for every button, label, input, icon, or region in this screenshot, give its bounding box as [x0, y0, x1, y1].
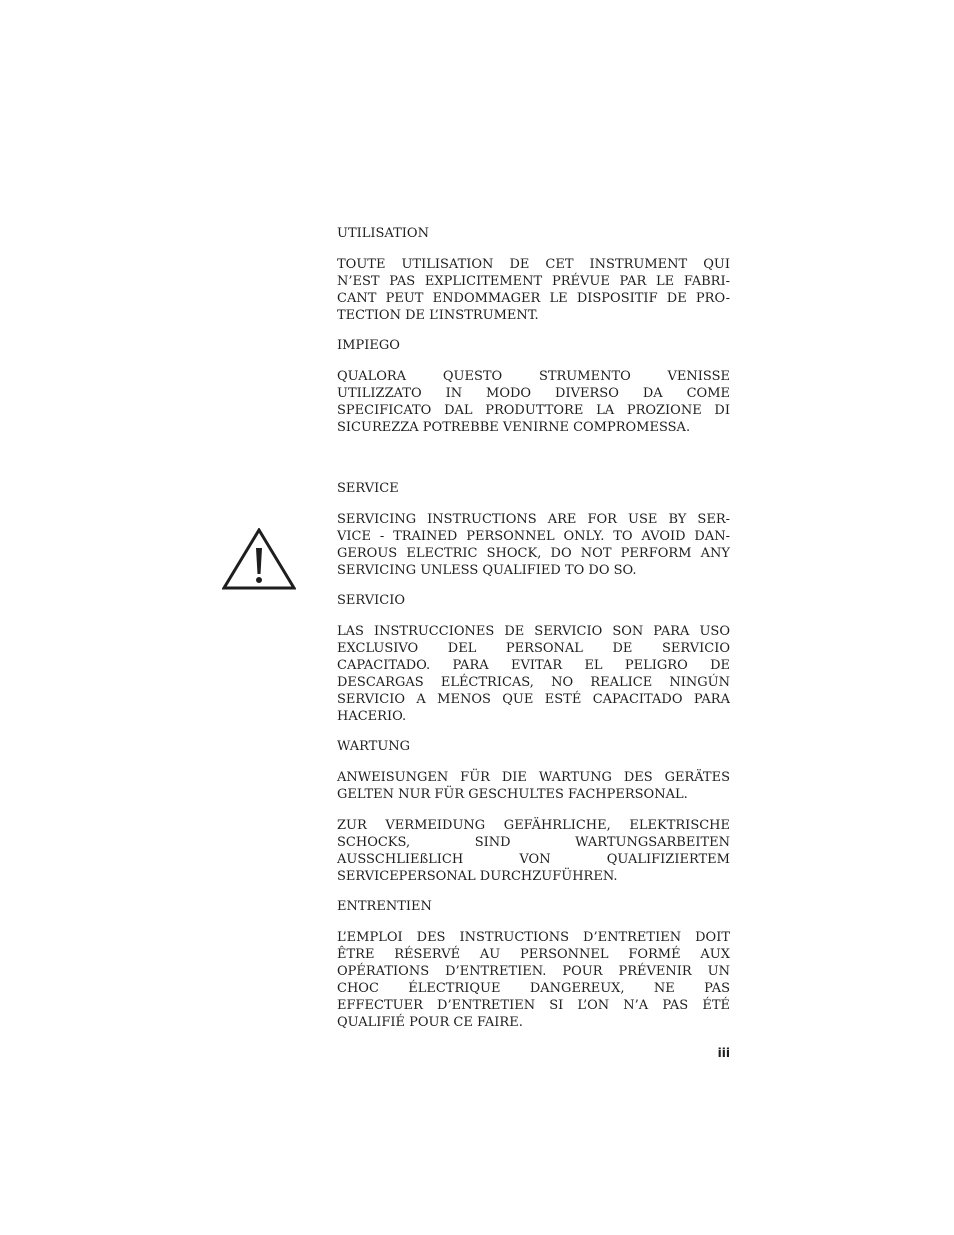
- body-line: GEROUS ELECTRIC SHOCK, DO NOT PERFORM ANY: [337, 546, 730, 561]
- body-line: AUSSCHLIEßLICH VON QUALIFIZIERTEM: [337, 852, 730, 867]
- section-heading: IMPIEGO: [337, 338, 400, 353]
- body-line: TOUTE UTILISATION DE CET INSTRUMENT QUI: [337, 257, 730, 272]
- section-utilisation: [337, 225, 730, 242]
- section-heading: SERVICE: [337, 481, 399, 496]
- body-line: QUALIFIÉ POUR CE FAIRE.: [337, 1015, 523, 1030]
- body-line: N’EST PAS EXPLICITEMENT PRÉVUE PAR LE FABRI-: [337, 274, 730, 289]
- section-heading: WARTUNG: [337, 739, 411, 754]
- body-line: SERVICIO A MENOS QUE ESTÉ CAPACITADO PARA: [337, 692, 730, 707]
- section-servicio: [337, 592, 730, 609]
- body-line: CHOC ÉLECTRIQUE DANGEREUX, NE PAS: [337, 981, 730, 996]
- body-line: ÊTRE RÉSERVÉ AU PERSONNEL FORMÉ AUX: [337, 947, 730, 962]
- section-wartung-body-2: [337, 817, 730, 885]
- section-wartung: [337, 738, 730, 755]
- body-line: VICE - TRAINED PERSONNEL ONLY. TO AVOID DAN-: [337, 529, 730, 544]
- body-line: DESCARGAS ELÉCTRICAS, NO REALICE NINGÚN: [337, 675, 730, 690]
- warning-triangle-icon: [222, 528, 296, 590]
- body-line: SPECIFICATO DAL PRODUTTORE LA PROZIONE DI: [337, 403, 730, 418]
- section-entrentien: [337, 898, 730, 915]
- section-servicio-body: [337, 623, 730, 725]
- body-line: OPÉRATIONS D’ENTRETIEN. POUR PRÉVENIR UN: [337, 964, 730, 979]
- section-heading: ENTRENTIEN: [337, 899, 432, 914]
- section-wartung-body: [337, 769, 730, 803]
- body-line: ZUR VERMEIDUNG GEFÄHRLICHE, ELEKTRISCHE: [337, 818, 730, 833]
- body-line: CAPACITADO. PARA EVITAR EL PELIGRO DE: [337, 658, 730, 673]
- page-number: iii: [717, 1046, 730, 1060]
- body-line: EXCLUSIVO DEL PERSONAL DE SERVICIO: [337, 641, 730, 656]
- section-service-body: [337, 511, 730, 579]
- body-line: SERVICING UNLESS QUALIFIED TO DO SO.: [337, 563, 637, 578]
- section-heading: SERVICIO: [337, 593, 405, 608]
- body-line: EFFECTUER D’ENTRETIEN SI L’ON N’A PAS ÉTÉ: [337, 998, 730, 1013]
- section-heading: UTILISATION: [337, 226, 429, 241]
- section-impiego: [337, 337, 730, 354]
- body-line: SICUREZZA POTREBBE VENIRNE COMPROMESSA.: [337, 420, 691, 435]
- body-line: UTILIZZATO IN MODO DIVERSO DA COME: [337, 386, 730, 401]
- section-entrentien-body: [337, 929, 730, 1031]
- body-line: SERVICING INSTRUCTIONS ARE FOR USE BY SER-: [337, 512, 730, 527]
- section-impiego-body: [337, 368, 730, 436]
- body-line: ANWEISUNGEN FÜR DIE WARTUNG DES GERÄTES: [337, 770, 730, 785]
- body-line: QUALORA QUESTO STRUMENTO VENISSE: [337, 369, 730, 384]
- body-line: L’EMPLOI DES INSTRUCTIONS D’ENTRETIEN DOIT: [337, 930, 730, 945]
- body-line: CANT PEUT ENDOMMAGER LE DISPOSITIF DE PRO-: [337, 291, 730, 306]
- body-line: TECTION DE L’INSTRUMENT.: [337, 308, 539, 323]
- body-line: SERVICEPERSONAL DURCHZUFÜHREN.: [337, 869, 618, 884]
- section-utilisation-body: [337, 256, 730, 324]
- body-line: HACERIO.: [337, 709, 407, 724]
- body-line: SCHOCKS, SIND WARTUNGSARBEITEN: [337, 835, 730, 850]
- body-line: GELTEN NUR FÜR GESCHULTES FACHPERSONAL.: [337, 787, 688, 802]
- section-service: [337, 480, 730, 497]
- body-line: LAS INSTRUCCIONES DE SERVICIO SON PARA USO: [337, 624, 730, 639]
